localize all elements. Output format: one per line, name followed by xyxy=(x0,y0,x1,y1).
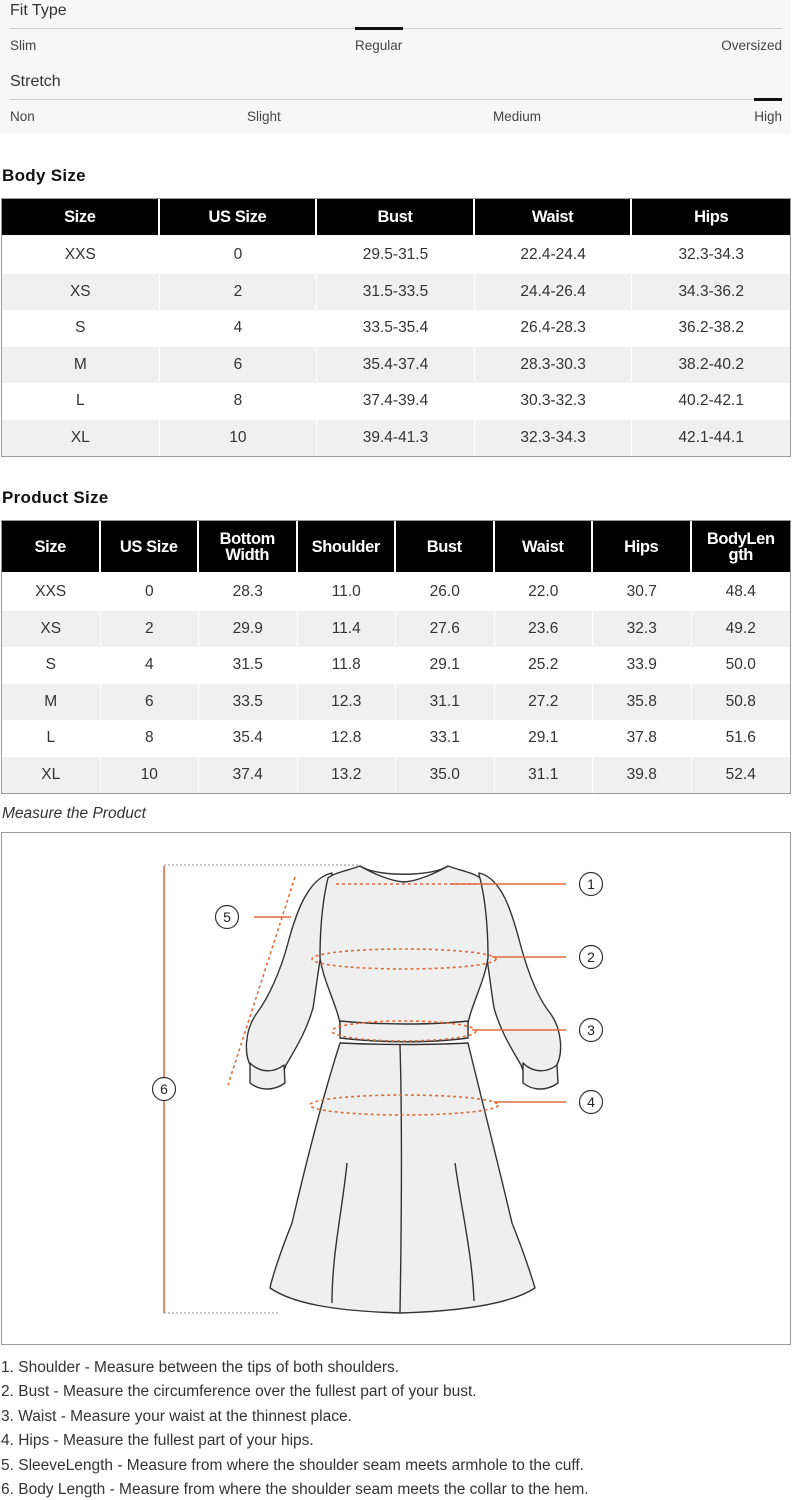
table-cell: 24.4-26.4 xyxy=(475,274,633,311)
dress-illustration xyxy=(246,866,560,1313)
table-cell: 48.4 xyxy=(692,574,791,611)
table-cell: 33.5 xyxy=(199,684,298,721)
table-cell: M xyxy=(2,684,101,721)
table-header-row xyxy=(2,521,790,574)
table-cell: 32.3-34.3 xyxy=(475,420,633,457)
table-cell: 0 xyxy=(101,574,200,611)
table-cell: XL xyxy=(2,757,101,794)
table-row xyxy=(2,347,790,384)
table-cell: 2 xyxy=(101,611,200,648)
table-cell: 51.6 xyxy=(692,720,791,757)
table-cell: 35.4-37.4 xyxy=(317,347,475,384)
column-header-line: Shoulder xyxy=(311,537,380,556)
table-cell: 31.1 xyxy=(495,757,594,794)
table-cell: 25.2 xyxy=(495,647,594,684)
marker-5: 5 xyxy=(223,909,231,925)
fit-stretch-panel xyxy=(0,0,791,133)
table-cell: 32.3 xyxy=(593,611,692,648)
table-cell: 26.0 xyxy=(396,574,495,611)
column-header: Size xyxy=(2,199,160,237)
fit-label-slim: Slim xyxy=(10,38,37,53)
column-header: Hips xyxy=(632,199,790,237)
fit-type-title: Fit Type xyxy=(10,2,67,19)
table-cell: XS xyxy=(2,274,160,311)
table-cell: 49.2 xyxy=(692,611,791,648)
body-size-title: Body Size xyxy=(2,166,86,185)
stretch-label-slight: Slight xyxy=(247,109,281,124)
table-row xyxy=(2,274,790,311)
table-header-row xyxy=(2,199,790,237)
dress-diagram-svg xyxy=(2,833,790,1344)
marker-3: 3 xyxy=(587,1022,595,1038)
table-cell: S xyxy=(2,647,101,684)
table-cell: 2 xyxy=(160,274,318,311)
table-cell: 8 xyxy=(101,720,200,757)
table-cell: 13.2 xyxy=(298,757,397,794)
table-cell: 40.2-42.1 xyxy=(632,383,790,420)
measure-caption: Measure the Product xyxy=(2,805,146,822)
table-cell: 33.5-35.4 xyxy=(317,310,475,347)
table-cell: 4 xyxy=(160,310,318,347)
table-cell: XL xyxy=(2,420,160,457)
table-cell: S xyxy=(2,310,160,347)
table-cell: 29.1 xyxy=(495,720,594,757)
stretch-scale-line xyxy=(10,99,782,100)
table-cell: 39.4-41.3 xyxy=(317,420,475,457)
stretch-label-non: Non xyxy=(10,109,35,124)
table-cell: 50.0 xyxy=(692,647,791,684)
marker-1: 1 xyxy=(587,876,595,892)
column-header-line: Size xyxy=(34,537,66,556)
table-cell: 33.1 xyxy=(396,720,495,757)
table-cell: 30.7 xyxy=(593,574,692,611)
table-cell: 4 xyxy=(101,647,200,684)
dress-bodice xyxy=(320,866,488,1031)
table-cell: 31.5 xyxy=(199,647,298,684)
table-row xyxy=(2,647,790,684)
table-cell: 27.2 xyxy=(495,684,594,721)
note-shoulder: 1. Shoulder - Measure between the tips of both shoulders. xyxy=(1,1359,400,1376)
table-cell: 6 xyxy=(160,347,318,384)
marker-6: 6 xyxy=(160,1081,168,1097)
fit-label-regular: Regular xyxy=(355,38,403,53)
column-header xyxy=(199,521,298,574)
table-cell: 35.8 xyxy=(593,684,692,721)
column-header xyxy=(495,521,594,574)
note-bust: 2. Bust - Measure the circumference over the fullest part of your bust. xyxy=(1,1383,477,1401)
note-body-length: 6. Body Length - Measure from where the shoulder seam meets the collar to the hem. xyxy=(1,1481,589,1499)
stretch-title: Stretch xyxy=(10,73,61,90)
column-header xyxy=(2,521,101,574)
table-cell: 22.0 xyxy=(495,574,594,611)
table-row xyxy=(2,757,790,794)
table-cell: 39.8 xyxy=(593,757,692,794)
column-header-line: gth xyxy=(728,545,753,564)
table-cell: 22.4-24.4 xyxy=(475,237,633,274)
table-cell: 28.3-30.3 xyxy=(475,347,633,384)
marker-4: 4 xyxy=(587,1094,595,1110)
fit-label-oversized: Oversized xyxy=(721,38,782,53)
measurement-diagram xyxy=(1,832,791,1345)
table-cell: 8 xyxy=(160,383,318,420)
column-header-line: Waist xyxy=(522,537,564,556)
table-cell: XXS xyxy=(2,237,160,274)
product-size-table xyxy=(1,520,791,794)
column-header xyxy=(396,521,495,574)
dress-waistband xyxy=(340,1021,468,1042)
table-cell: L xyxy=(2,720,101,757)
table-cell: 0 xyxy=(160,237,318,274)
body-size-table xyxy=(1,198,791,457)
column-header-line: Bottom xyxy=(219,529,275,548)
table-cell: XXS xyxy=(2,574,101,611)
table-cell: 37.4-39.4 xyxy=(317,383,475,420)
table-cell: 29.5-31.5 xyxy=(317,237,475,274)
table-row xyxy=(2,420,790,457)
table-cell: 35.0 xyxy=(396,757,495,794)
note-hips: 4. Hips - Measure the fullest part of your hips. xyxy=(1,1432,314,1450)
column-header-line: Bust xyxy=(426,537,462,556)
table-cell: 30.3-32.3 xyxy=(475,383,633,420)
fit-type-selected-marker xyxy=(355,27,403,30)
table-cell: 11.4 xyxy=(298,611,397,648)
table-cell: 34.3-36.2 xyxy=(632,274,790,311)
stretch-label-high: High xyxy=(754,109,782,124)
table-cell: 12.8 xyxy=(298,720,397,757)
table-row xyxy=(2,574,790,611)
column-header xyxy=(101,521,200,574)
table-cell: 29.9 xyxy=(199,611,298,648)
table-row xyxy=(2,310,790,347)
table-cell: 35.4 xyxy=(199,720,298,757)
table-cell: L xyxy=(2,383,160,420)
table-cell: 37.8 xyxy=(593,720,692,757)
table-cell: 42.1-44.1 xyxy=(632,420,790,457)
stretch-selected-marker xyxy=(754,98,782,101)
table-cell: 33.9 xyxy=(593,647,692,684)
table-row xyxy=(2,611,790,648)
table-cell: XS xyxy=(2,611,101,648)
left-sleeve xyxy=(246,873,332,1076)
table-cell: 36.2-38.2 xyxy=(632,310,790,347)
column-header-line: Width xyxy=(225,545,270,564)
table-cell: 38.2-40.2 xyxy=(632,347,790,384)
column-header xyxy=(298,521,397,574)
table-cell: 23.6 xyxy=(495,611,594,648)
table-cell: 50.8 xyxy=(692,684,791,721)
table-cell: M xyxy=(2,347,160,384)
column-header-line: BodyLen xyxy=(706,529,775,548)
table-cell: 32.3-34.3 xyxy=(632,237,790,274)
table-row xyxy=(2,237,790,274)
table-cell: 26.4-28.3 xyxy=(475,310,633,347)
table-cell: 31.5-33.5 xyxy=(317,274,475,311)
stretch-label-medium: Medium xyxy=(493,109,542,124)
note-sleeve-length: 5. SleeveLength - Measure from where the shoulder seam meets armhole to the cuff. xyxy=(1,1456,584,1474)
column-header: Waist xyxy=(475,199,633,237)
column-header-line: Hips xyxy=(624,537,659,556)
column-header: Bust xyxy=(317,199,475,237)
note-waist: 3. Waist - Measure your waist at the thinnest place. xyxy=(1,1407,352,1425)
dress-skirt xyxy=(270,1043,535,1313)
table-cell: 37.4 xyxy=(199,757,298,794)
column-header xyxy=(692,521,791,574)
table-cell: 12.3 xyxy=(298,684,397,721)
table-row xyxy=(2,720,790,757)
product-size-title: Product Size xyxy=(2,488,109,507)
column-header-line: US Size xyxy=(119,537,178,556)
table-cell: 10 xyxy=(101,757,200,794)
table-cell: 28.3 xyxy=(199,574,298,611)
table-cell: 27.6 xyxy=(396,611,495,648)
table-row xyxy=(2,684,790,721)
table-cell: 52.4 xyxy=(692,757,791,794)
table-cell: 11.8 xyxy=(298,647,397,684)
table-cell: 29.1 xyxy=(396,647,495,684)
column-header xyxy=(593,521,692,574)
measurement-notes xyxy=(1,1356,791,1500)
column-header: US Size xyxy=(160,199,318,237)
table-cell: 10 xyxy=(160,420,318,457)
table-cell: 6 xyxy=(101,684,200,721)
table-cell: 31.1 xyxy=(396,684,495,721)
table-row xyxy=(2,383,790,420)
marker-2: 2 xyxy=(587,949,595,965)
table-cell: 11.0 xyxy=(298,574,397,611)
right-sleeve xyxy=(479,873,561,1076)
